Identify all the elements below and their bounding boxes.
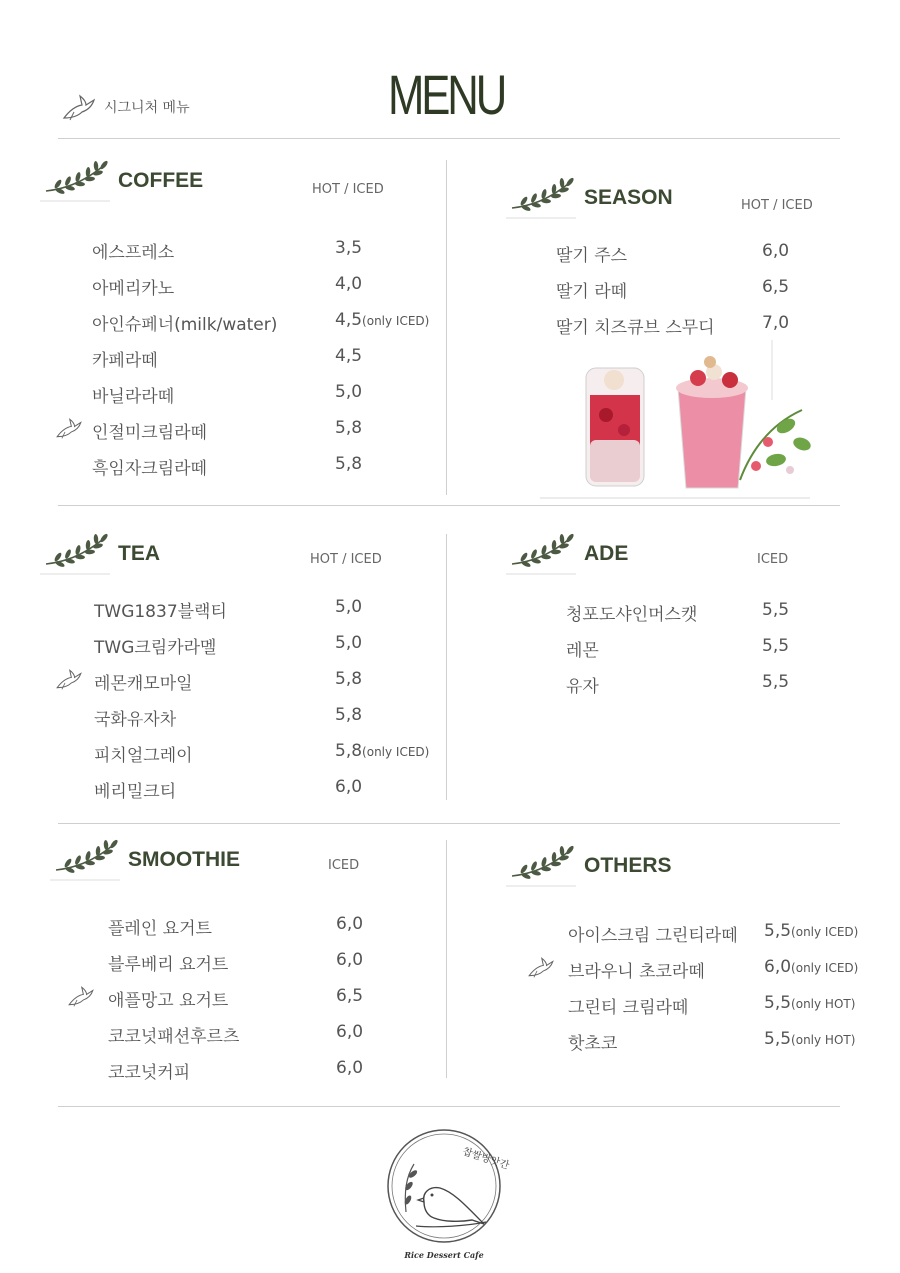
section-note-ade: ICED: [757, 552, 789, 567]
leaf-branch-icon: [506, 528, 578, 580]
menu-item-name: 레몬캐모마일: [94, 674, 193, 694]
menu-item-name: 레몬: [566, 641, 599, 661]
signature-menu-legend: [60, 90, 190, 124]
price-value: 6,0: [764, 957, 792, 977]
price-value: 5,0: [335, 382, 363, 402]
menu-item-price: [335, 346, 362, 366]
divider: [58, 1106, 840, 1107]
price-value: 6,0: [336, 1022, 364, 1042]
signature-bird-icon: [54, 414, 84, 446]
section-note-smoothie: ICED: [328, 858, 360, 873]
section-header-tea: [40, 528, 160, 580]
signature-bird-icon: [66, 982, 96, 1014]
menu-item-price: [335, 705, 362, 725]
price-note: (only ICED): [362, 314, 430, 328]
price-value: 5,5: [762, 672, 790, 692]
menu-item-price: [762, 600, 789, 620]
price-value: 4,5: [335, 310, 363, 330]
menu-item-name: 아인슈페너(milk/water): [92, 315, 278, 335]
price-value: 5,8: [335, 669, 363, 689]
price-note: (only HOT): [791, 1033, 856, 1047]
menu-item-name: TWG1837블랙티: [94, 602, 227, 622]
menu-item-name: 브라우니 초코라떼: [568, 962, 705, 982]
menu-item-name: TWG크림카라멜: [94, 638, 217, 658]
menu-item-price: [762, 277, 789, 297]
bird-icon: [60, 90, 98, 124]
menu-item-name: 플레인 요거트: [108, 919, 212, 939]
price-value: 5,5: [762, 600, 790, 620]
section-title-smoothie: SMOOTHIE: [128, 848, 241, 871]
price-value: 6,5: [762, 277, 790, 297]
price-value: 3,5: [335, 238, 363, 258]
divider: [58, 505, 840, 506]
section-note-tea: HOT / ICED: [310, 552, 382, 567]
menu-item-name: 핫초코: [568, 1034, 618, 1054]
leaf-branch-icon: [506, 840, 578, 892]
price-value: 5,8: [335, 454, 363, 474]
menu-item-name: 블루베리 요거트: [108, 955, 229, 975]
menu-item-price: [336, 1022, 363, 1042]
menu-item-price: [335, 777, 362, 797]
menu-item-name: 그린티 크림라떼: [568, 998, 689, 1018]
section-title-tea: TEA: [118, 542, 160, 565]
menu-item-price: [762, 636, 789, 656]
menu-item-name: 에스프레소: [92, 243, 175, 263]
menu-item-name: 청포도샤인머스캣: [566, 605, 698, 625]
menu-item-price: [335, 310, 429, 330]
menu-item-name: 딸기 치즈큐브 스무디: [556, 318, 715, 338]
price-value: 6,0: [336, 950, 364, 970]
page-title: MENU: [388, 63, 505, 126]
menu-item-name: 코코넛커피: [108, 1063, 191, 1083]
menu-item-name: 딸기 라떼: [556, 282, 628, 302]
signature-menu-label: 시그니처 메뉴: [104, 100, 190, 116]
menu-item-price: [762, 313, 789, 333]
section-header-coffee: [40, 155, 203, 207]
section-header-smoothie: [50, 834, 240, 886]
divider: [58, 138, 840, 139]
price-value: 5,8: [335, 705, 363, 725]
signature-bird-icon: [54, 665, 84, 697]
price-note: (only HOT): [791, 997, 856, 1011]
price-value: 5,5: [764, 1029, 792, 1049]
price-value: 7,0: [762, 313, 790, 333]
leaf-branch-icon: [40, 155, 112, 207]
price-note: (only ICED): [791, 925, 859, 939]
section-note-coffee: HOT / ICED: [312, 182, 384, 197]
leaf-branch-icon: [40, 528, 112, 580]
price-value: 4,5: [335, 346, 363, 366]
menu-item-price: [336, 914, 363, 934]
menu-item-price: [336, 986, 363, 1006]
price-value: 5,8: [335, 741, 363, 761]
menu-item-name: 유자: [566, 677, 599, 697]
menu-item-price: [762, 672, 789, 692]
price-value: 5,0: [335, 597, 363, 617]
logo-english-text: Rice Dessert Cafe: [404, 1250, 484, 1260]
menu-item-price: [764, 957, 858, 977]
column-divider: [446, 534, 447, 800]
menu-item-price: [335, 418, 362, 438]
menu-item-name: 아메리카노: [92, 279, 175, 299]
strawberry-drinks-image: [540, 340, 815, 505]
menu-item-name: 흑임자크림라떼: [92, 459, 207, 479]
menu-item-name: 코코넛패션후르츠: [108, 1027, 240, 1047]
section-title-ade: ADE: [584, 542, 629, 565]
price-value: 6,0: [762, 241, 790, 261]
price-value: 5,5: [764, 993, 792, 1013]
leaf-branch-icon: [506, 172, 578, 224]
menu-item-price: [335, 454, 362, 474]
menu-item-price: [762, 241, 789, 261]
menu-item-name: 아이스크림 그린티라떼: [568, 926, 738, 946]
section-header-season: [506, 172, 673, 224]
price-value: 6,0: [336, 914, 364, 934]
column-divider: [446, 840, 447, 1078]
column-divider: [446, 160, 447, 495]
menu-item-price: [764, 1029, 855, 1049]
menu-item-name: 카페라떼: [92, 351, 158, 371]
menu-item-name: 베리밀크티: [94, 782, 177, 802]
price-value: 5,0: [335, 633, 363, 653]
price-value: 6,0: [335, 777, 363, 797]
section-note-season: HOT / ICED: [741, 198, 813, 213]
section-title-coffee: COFFEE: [118, 169, 204, 192]
menu-item-price: [335, 669, 362, 689]
menu-item-name: 인절미크림라떼: [92, 423, 207, 443]
price-value: 5,8: [335, 418, 363, 438]
cafe-logo: [376, 1122, 512, 1262]
leaf-branch-icon: [50, 834, 122, 886]
menu-item-name: 국화유자차: [94, 710, 177, 730]
price-value: 5,5: [764, 921, 792, 941]
price-note: (only ICED): [362, 745, 430, 759]
price-value: 5,5: [762, 636, 790, 656]
menu-item-price: [335, 633, 362, 653]
price-value: 4,0: [335, 274, 363, 294]
menu-item-price: [336, 1058, 363, 1078]
menu-item-price: [336, 950, 363, 970]
menu-item-price: [335, 741, 429, 761]
signature-bird-icon: [526, 953, 556, 985]
divider: [58, 823, 840, 824]
menu-item-name: 딸기 주스: [556, 246, 628, 266]
menu-item-price: [335, 597, 362, 617]
menu-item-price: [764, 993, 855, 1013]
menu-item-price: [335, 238, 362, 258]
menu-item-name: 바닐라라떼: [92, 387, 175, 407]
price-note: (only ICED): [791, 961, 859, 975]
price-value: 6,5: [336, 986, 364, 1006]
menu-item-price: [335, 382, 362, 402]
logo-korean-text: 찹쌀방앗간: [461, 1146, 511, 1172]
section-title-others: OTHERS: [584, 854, 672, 877]
section-header-ade: [506, 528, 628, 580]
menu-item-name: 애플망고 요거트: [108, 991, 229, 1011]
price-value: 6,0: [336, 1058, 364, 1078]
menu-item-price: [335, 274, 362, 294]
menu-item-name: 피치얼그레이: [94, 746, 193, 766]
section-header-others: [506, 840, 672, 892]
menu-item-price: [764, 921, 858, 941]
section-title-season: SEASON: [584, 186, 673, 209]
